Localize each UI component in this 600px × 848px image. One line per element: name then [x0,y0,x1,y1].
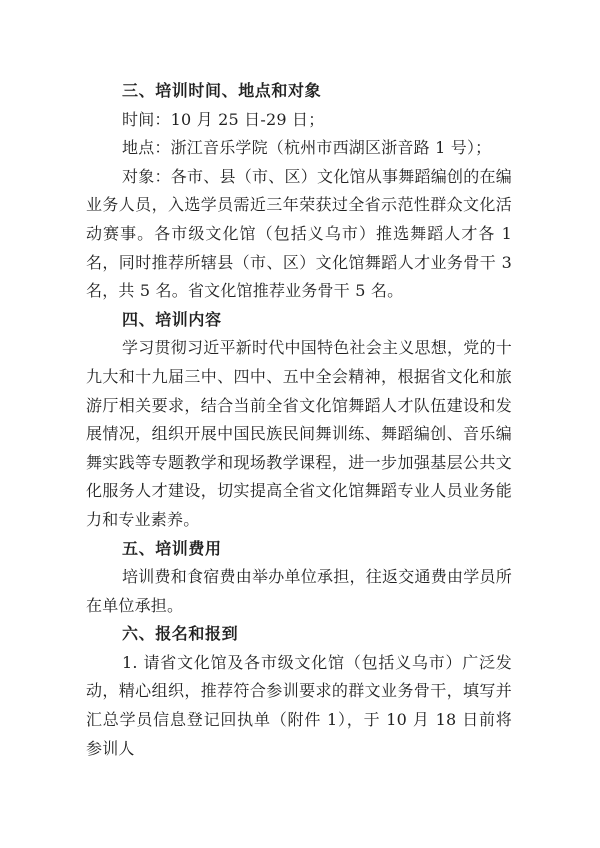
section-heading-training-time-location-target: 三、培训时间、地点和对象 [122,81,322,100]
paragraph-location: 地点：浙江音乐学院（杭州市西湖区浙音路 1 号）； [122,138,492,158]
paragraph-training-content: 学习贯彻习近平新时代中国特色社会主义思想，党的十九大和十九届三中、四中、五中全会精神，根据省文化和旅游厅相关要求，结合当前全省文化馆舞蹈人才队伍建设和发展情况，组织开展中国民族民间舞训练、舞蹈编创、音乐编舞实践等专题教学和现场教学课程，进一步加强基层公共文化服务人才建设，切实提高全省文化馆舞蹈专业人员业务能力和专业素养。 [86,338,512,529]
section-heading-training-fee: 五、培训费用 [122,538,222,558]
paragraph-time: 时间：10 月 25 日-29 日； [122,109,325,129]
section-heading-training-content: 四、培训内容 [122,309,222,329]
section-heading-registration: 六、报名和报到 [122,624,239,644]
paragraph-target-audience: 对象：各市、县（市、区）文化馆从事舞蹈编创的在编业务人员，入选学员需近三年荣获过全省示范性群众文化活动赛事。各市级文化馆（包括义乌市）推选舞蹈人才各 1 名，同时推荐所辖县（市、区）文化馆舞蹈人才业务骨干 3 名，共 5 名。省文化馆推荐业务骨干 5 名。 [86,166,512,301]
document-body [86,77,512,763]
paragraph-training-fee: 培训费和食宿费由举办单位承担，往返交通费由学员所在单位承担。 [86,567,512,615]
paragraph-registration-item-1: 1. 请省文化馆及各市级文化馆（包括义乌市）广泛发动，精心组织，推荐符合参训要求的群文业务骨干，填写并汇总学员信息登记回执单（附件 1），于 10 月 18 日前将参训人 [86,652,512,758]
